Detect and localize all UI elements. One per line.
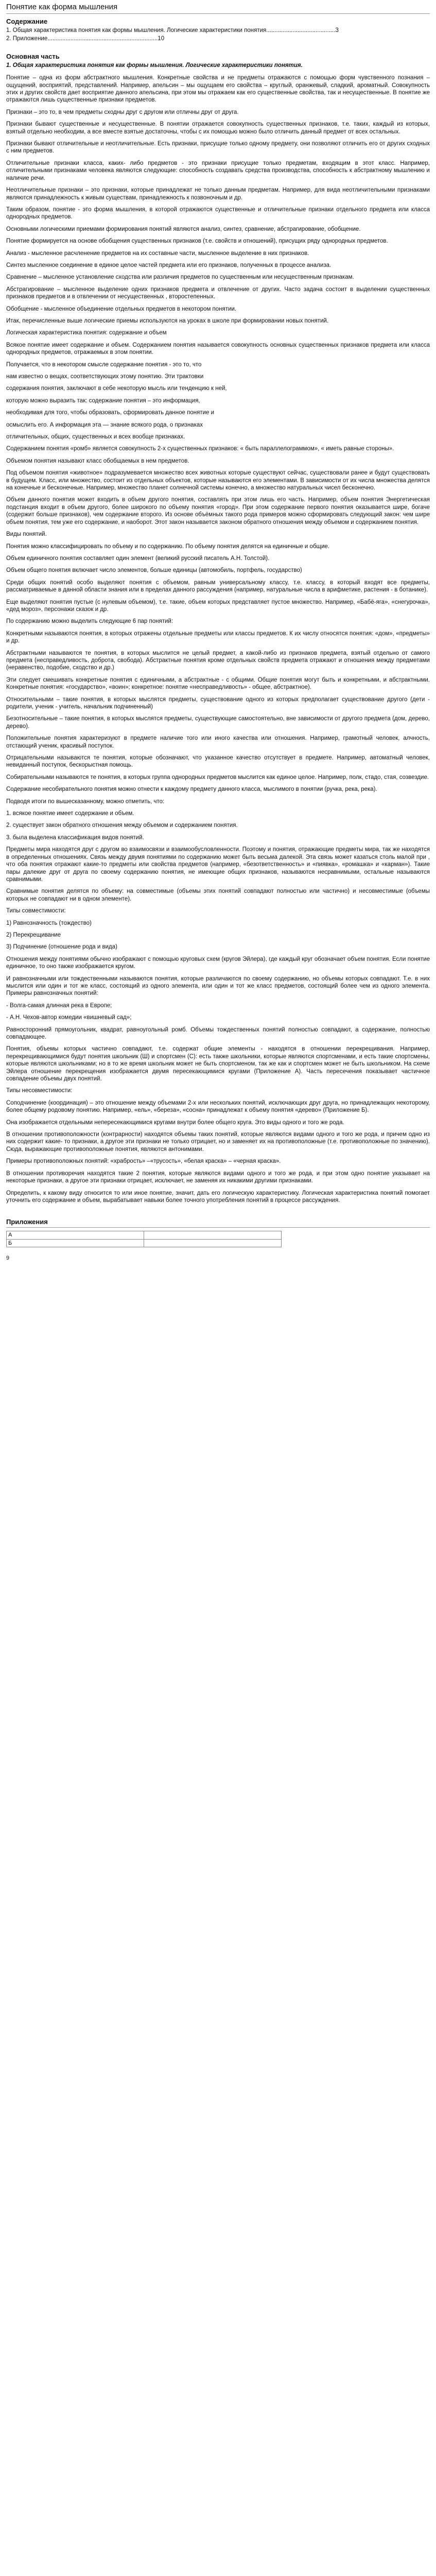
paragraph: Обобщение - мысленное объединение отдельных предметов в некотором понятии. <box>6 306 237 312</box>
paragraph: Признаки бывают существенные и несущественные. В понятии отражается совокупность существенных признаков, т.е. таких, каждый из которых, взятый отдельно необходим, а все вместе взятые достаточны, чтобы с их помощью можно было отличить данный предмет от всех остальных. <box>6 121 430 135</box>
appendix-table <box>6 1231 282 1247</box>
paragraph: Итак, перечисленные выше логические приемы используются на уроках в школе при формировании новых понятий. <box>6 317 329 324</box>
paragraph: Объем единичного понятия составляет один элемент (великий русский писатель А.Н. Толстой). <box>6 555 270 562</box>
paragraph: Под объемом понятия «животное» подразумевается множество всех животных которые существуют сейчас, существовали ранее и будут существовать в будущем. Класс, или множество, состоит из отдельных объектов, которые называются его элементами. В зависимости от их числа множества делятся на конечные и бесконечные. Например, множество планет солнечной системы конечно, а множество натуральных чисел бесконечно. <box>6 470 430 492</box>
paragraph: Еще выделяют понятия пустые (с нулевым объемом), т.е. такие, объем которых представляет пустое множество. Например, «Бабё-яга», «снегурочка», «дед мороз», персонажи сказок и др. <box>6 599 430 613</box>
paragraph: В отношении противоречия находятся такие 2 понятия, которые являются видами одного и того же рода, и при этом одно понятие указывает на некоторые признаки, а другое эти признаки отрицает, исключает, не заменяя их никакими другими признаками. <box>6 1170 430 1184</box>
paragraph: Понятие – одна из форм абстрактного мышления. Конкретные свойства и не предметы отражаются с помощью форм чувственного познания – ощущений, восприятий, представлений. Например, апельсин – мы ощущаем его свойства – круглый, оранжевый, сладкий, ароматный. Совокупность этих и других свойств дает восприятие данного апельсина, при этом мы отражаем как его существенные свойства, так и несущественные. В понятие же отражаются лишь существенные признаки предметов. <box>6 75 430 104</box>
paragraph: Понятие формируется на основе обобщения существенных признаков (т.е. свойств и отношений), присущих ряду однородных предметов. <box>6 238 388 245</box>
paragraph: Логическая характеристика понятия: содержание и объем <box>6 330 167 336</box>
paragraph: 2) Перекрещивание <box>6 931 61 938</box>
paragraph: Она изображается отдельными непересекающимися кругами внутри более общего круга. Это виды одного и того же рода. <box>6 1119 344 1126</box>
page-title: Понятие как форма мышления <box>6 3 118 11</box>
paragraph: Определить, к какому виду относится то или иное понятие, значит, дать его логическую характеристику. Логическая характеристика понятий помогает уточнить его содержание и объем, вырабатывает навыки более точного употребления понятий в процессе рассуждения. <box>6 1190 430 1204</box>
title-divider <box>6 13 430 14</box>
paragraph: Предметы мира находятся друг с другом во взаимосвязи и взаимообусловленности. Поэтому и понятия, отражающие предметы мира, так же находятся в определенных отношениях. Связь между двумя понятиями по содержанию может быть весьма далекой. Эта связь может казаться столь малой при , что оба понятия отражают какие-то предметы или свойства предметов (например, «безответственность» и «пиявка», «ромашка» и «карман»). Такие пары далекие друг от друга по своему содержанию понятия, не имеющие общих признаков, называются несравнимыми, остальные называются сравнимыми. <box>6 846 430 883</box>
paragraph: - Волга-самая длинная река в Европе; <box>6 1002 112 1009</box>
paragraph: Эти следует смешивать конкретные понятия с единичными, а абстрактные - с общими. Общие понятия могут быть и конкретными, и абстрактными. Конкретные понятия: «государство», «воин»; конкретное: понятие «несправедливость» - общее, абстрактное). <box>6 676 430 691</box>
table-row <box>7 1231 282 1239</box>
paragraph: Сравнение – мысленное установление сходства или различия предметов по существенным или несущественным признакам. <box>6 274 354 281</box>
paragraph: Признаки – это то, в чем предметы сходны друг с другом или отличны друг от друга. <box>6 109 239 115</box>
toc-heading: Содержание <box>6 18 48 25</box>
paragraph: необходимая для того, чтобы образовать, сформировать данное понятие и <box>6 410 215 416</box>
paragraph: Абстрагирование – мысленное выделение одних признаков предмета и отвлечение от других. Часто задача состоит в выделении существенных признаков предметов и в отвлечении от несущественных , второстепенных. <box>6 286 430 300</box>
paragraph: 1) Равнозначность (тождество) <box>6 920 92 926</box>
table-row <box>7 1239 282 1247</box>
paragraph: Собирательными называются те понятия, в которых группа однородных предметов мыслится как единое целое. Например, полк, стадо, стая, созвездие. <box>6 774 429 781</box>
document-page <box>0 0 436 1266</box>
body-text <box>6 74 430 1204</box>
paragraph: 3) Подчинение (отношение рода и вида) <box>6 944 117 951</box>
paragraph: Среди общих понятий особо выделяют понятия с объемом, равным универсальному классу, т.е. классу, в который входят все предметы, рассматриваемые в данной области знания или в пределах данного рассуждения (например, натуральные числа в арифметике, растения - в ботанике). <box>6 579 430 594</box>
paragraph: осмыслить его. А информация эта — знание всякого рода, о признаках <box>6 421 203 428</box>
paragraph: Отношения между понятиями обычно изображают с помощью круговых схем (кругов Эйлера), где каждый круг обозначает объем понятия. Если понятие единичное, то оно также изображается кругом. <box>6 956 430 970</box>
paragraph: нам известно о вещах, соответствующих этому понятию. Эти трактовки <box>6 374 204 380</box>
paragraph: Равносторонний прямоугольник, квадрат, равноугольный ромб. Объемы тождественных понятий полностью совпадают, а содержание, полностью совпадающее. <box>6 1026 430 1040</box>
paragraph: Анализ - мысленное расчленение предметов на их составные части, мысленное выделение в них признаков. <box>6 250 309 257</box>
paragraph: 2. существует закон обратного отношения между объемом и содержанием понятия. <box>6 822 238 829</box>
paragraph: Подводя итоги по вышесказанному, можно отметить, что: <box>6 798 165 805</box>
paragraph: В отношении противоположности (контрарности) находятся объемы таких понятий, которые являются видами одного и того же рода, и причем одно из них содержит какие- то признаки, а другое эти признаки не только отрицает, но и заменяет их на противоположные (т.е. противоположные по значению). Сюда, выражающие противоположные понятия, являются антонимами. <box>6 1131 430 1153</box>
toc-item[interactable]: 2. Приложение...................................................................10 <box>6 36 165 42</box>
paragraph: Содержание несобирательного понятия можно отнести к каждому предмету данного класса, мыслимого в понятии (ручка, река, река). <box>6 786 377 793</box>
paragraph: По содержанию можно выделить следующие 6 пар понятий: <box>6 618 173 625</box>
paragraph: отличительных, общих, существенных и всех вообще признаках. <box>6 434 185 440</box>
paragraph: которую можно выразить так: содержание понятия – это информация, <box>6 397 200 404</box>
paragraph: Объемом понятия называют класс обобщаемых в нем предметов. <box>6 457 189 464</box>
appendix-cell-value <box>144 1231 282 1239</box>
paragraph: Основными логическими приемами формирования понятий являются анализ, синтез, сравнение, абстрагирование, обобщение. <box>6 226 361 232</box>
paragraph: Понятия можно классифицировать по объему и по содержанию. По объему понятия делятся на единичные и общие. <box>6 543 330 550</box>
paragraph: Абстрактными называются те понятия, в которых мыслится не целый предмет, а какой-либо из признаков предмета, взятый отдельно от самого предмета (несправедливость, доброта, свобода). Абстрактные понятия кроме отдельных свойств предмета отражают и отношения между предметами (неравенство, подобие, сходство и др.) <box>6 650 430 671</box>
paragraph: Положительные понятия характеризуют в предмете наличие того или иного качества или отношения. Например, грамотный человек, алчность, отстающий ученик, красивый поступок. <box>6 735 430 749</box>
paragraph: Отличительные признаки класса, каких- либо предметов - это признаки присущие только предметам, входящим в этот класс. Например, отличительными признаками человека являются следующие: способность создавать средства производства, способность к абстрактному мышлению и наличие речи. <box>6 160 430 181</box>
paragraph: Содержанием понятия «ромб» является совокупность 2-х существенных признаков: « быть параллелограммом», « иметь равные стороны». <box>6 446 394 452</box>
paragraph: - А.Н. Чехов-автор комедии «вишневый сад»; <box>6 1014 132 1021</box>
paragraph: Сравнимые понятия делятся по объему: на совместимые (объемы этих понятий совпадают полностью или частично) и несовместимые (объемы которых не совпадают ни в одном элементе). <box>6 888 430 902</box>
page-number: 9 <box>6 1255 10 1262</box>
table-of-contents <box>6 27 430 43</box>
main-heading: Основная часть <box>6 52 60 60</box>
appendix-divider <box>6 1227 430 1228</box>
paragraph: Отрицательными называются те понятия, которые обозначают, что указанное качество отсутствует в предмете. Например, автоматный человек, невиданный поступок, бескорыстная помощь. <box>6 755 430 769</box>
paragraph: Получается, что в некотором смысле содержание понятия - это то, что <box>6 361 202 368</box>
paragraph: Объем общего понятия включает число элементов, больше единицы (автомобиль, портфель, государство) <box>6 567 302 574</box>
paragraph: содержания понятия, заключают в себе некоторую мысль или тенденцию к ней, <box>6 385 227 392</box>
paragraph: Относительными – такие понятия, в которых мыслятся предметы, существование одного из которых предполагает существование другого (дети - родители, ученик - учитель, начальник подчиненный) <box>6 696 430 710</box>
paragraph: Соподчинение (координация) – это отношение между объемами 2-х или нескольких понятий, исключающих друг друга, но принадлежащих некоторому, более общему родовому понятию. Например, «ель», «береза», «сосна» принадлежат к объему понятия «дерево» (Приложение Б). <box>6 1099 430 1114</box>
paragraph: Признаки бывают отличительные и неотличительные. Есть признаки, присущие только одному предмету, они позволяют отличить его от других сходных с ним предметов. <box>6 141 430 155</box>
paragraph: Синтез мысленное соединение в единое целое частей предмета или его признаков, полученных в процессе анализа. <box>6 262 332 268</box>
paragraph: Неотличительные признаки – это признаки, которые принадлежат не только данным предметам. Например, для вида неотличительными признаками являются принадлежность к живым существам, принадлежность к позвоночным и др. <box>6 187 430 201</box>
paragraph: Конкретными называются понятия, в которых отражены отдельные предметы или классы предметов. К их числу относятся понятия: «дом», «предметы» и др. <box>6 630 430 645</box>
toc-item[interactable]: 1. Общая характеристика понятия как формы мышления. Логические характеристики понятия..........................................3 <box>6 27 339 33</box>
paragraph: Объем данного понятия может входить в объем другого понятия, составлять при этом лишь его часть. Например, объем понятия Энергетическая подстанция входит в объем другого, более широкого по объему понятия «город». При этом содержание первого понятия оказывается шире, богаче (содержит больше признаков), чем содержание второго. Из основе объёмных такого рода примеров можно сформировать следующий закон: чем шире объем понятия, тем уже его содержание, и наоборот. Этот закон называется законом обратного отношения между объемом и содержанием понятия. <box>6 497 430 526</box>
paragraph: Типы несовместимости: <box>6 1088 73 1094</box>
section-title: 1. Общая характеристика понятия как формы мышления. Логические характеристики понятия. <box>6 62 303 69</box>
paragraph: Безотносительные – такие понятия, в которых мыслятся предметы, существующие самостоятельно, вне зависимости от другого предмета (дом, дерево, дерево). <box>6 716 430 730</box>
appendix-cell-label: Б <box>7 1239 144 1247</box>
paragraph: Таким образом, понятие - это форма мышления, в которой отражаются существенные и отличительные признаки отдельного предмета или класса однородных предметов. <box>6 206 430 221</box>
appendix-cell-label: А <box>7 1231 144 1239</box>
paragraph: Примеры противоположных понятий: «храбрость» –«трусость», «белая краска» – «черная краска». <box>6 1158 281 1165</box>
paragraph: И равнозначными или тождественными называются понятия, которые различаются по своему содержанию, но объемы которых совпадают. Т.е. в них мыслится или один и тот же класс, состоящий из одного элемента, или один и тот же класс предметов, состоящий более чем из одного элемента. Примеры равнозначных понятий: <box>6 975 430 997</box>
paragraph: Понятия, объемы которых частично совпадают, т.е. содержат общие элементы - находятся в отношении перекрещивания. Например, перекрещивающимися будут понятия школьник (Ш) и спортсмен (С): есть также школьники, которые являются спортсменами, и есть такие спортсмены, которые являются школьниками; но в то же время школьник может не быть спортсменом, так же как и спортсмен может не быть школьником. На схеме Эйлера отношение перекрещения изображается двумя пересекающимися кругами (Приложение А). Часть пересечения показывает частичное совпадение объемы двух понятий. <box>6 1046 430 1082</box>
paragraph: 3. была выделена классификация видов понятий. <box>6 834 144 841</box>
paragraph: Типы совместимости: <box>6 908 66 914</box>
paragraph: Всякое понятие имеет содержание и объем. Содержанием понятия называется совокупность основных существенных признаков предмета или класса однородных предметов, отражаемых в этом понятии. <box>6 342 430 356</box>
paragraph: 1. всякое понятие имеет содержание и объем. <box>6 810 134 817</box>
paragraph: Виды понятий. <box>6 531 47 538</box>
appendix-heading: Приложения <box>6 1218 48 1226</box>
appendix-cell-value <box>144 1239 282 1247</box>
